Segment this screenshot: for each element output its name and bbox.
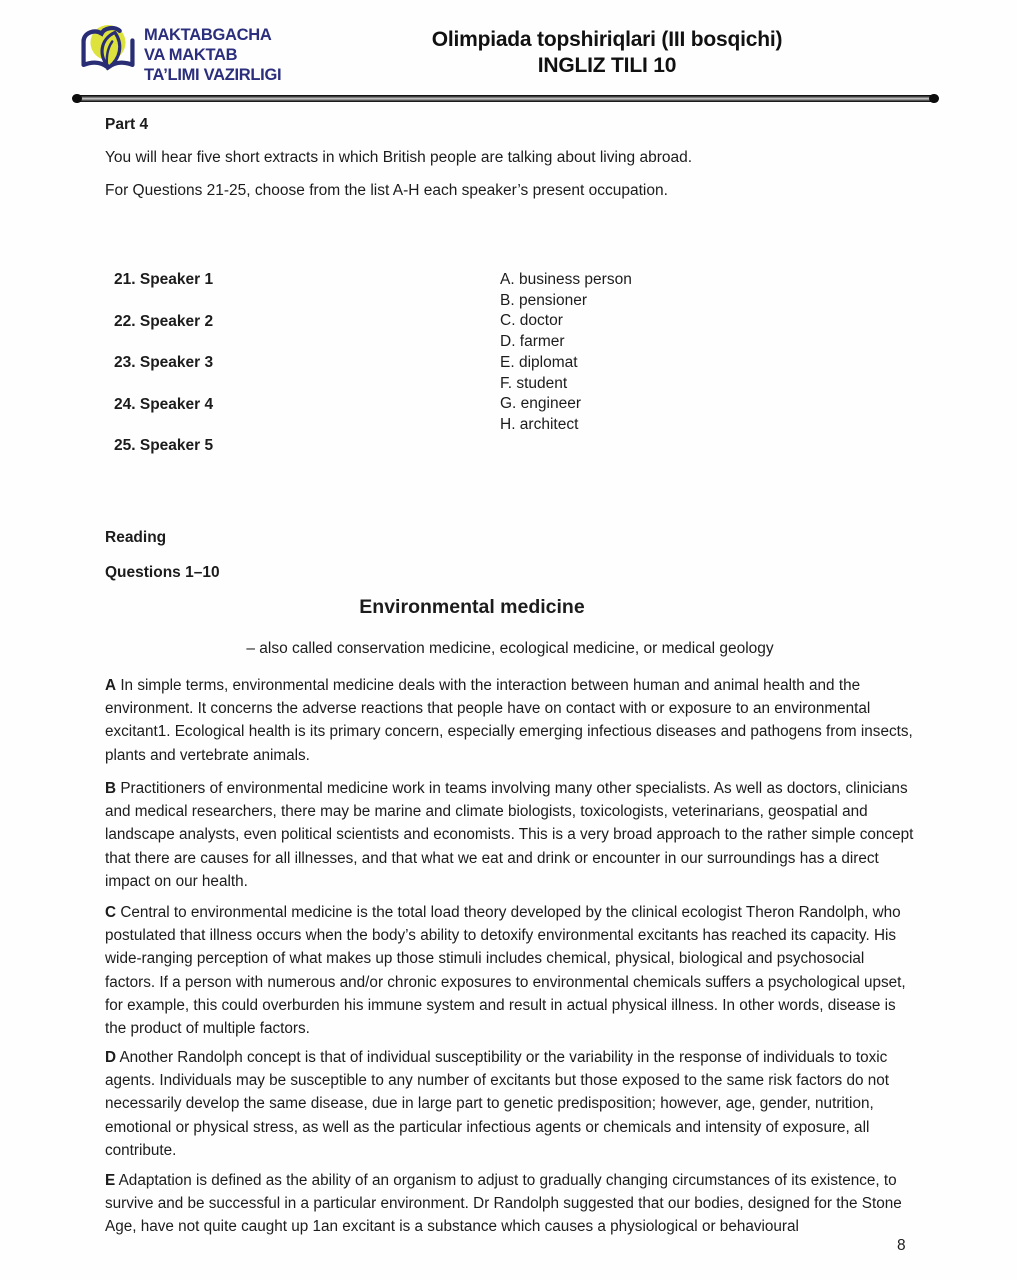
paragraph-c-letter: C xyxy=(105,904,117,921)
occupation-options-list xyxy=(500,270,632,436)
option-item-a: A. business person xyxy=(500,271,632,288)
option-item-g: G. engineer xyxy=(500,395,581,413)
paragraph-b-letter: B xyxy=(105,780,117,797)
paragraph-d-letter: D xyxy=(105,1049,117,1066)
paragraph-d xyxy=(105,1046,917,1162)
article-title: Environmental medicine xyxy=(359,596,585,618)
logo-text-line-3: TA’LIMI VAZIRLIGI xyxy=(144,66,282,84)
logo-text-line-2: VA MAKTAB xyxy=(144,46,238,64)
paragraph-a xyxy=(105,674,917,767)
ministry-logo-icon xyxy=(74,5,142,95)
separator-line xyxy=(74,95,937,102)
paragraph-c-text: Central to environmental medicine is the total load theory developed by the clinical ecologist Theron Randolph, who postulated that illness occurs when the body’s ability to detoxify environmental excitants has reached its capacity. His wide-ranging perception of what makes up those stimuli includes chemical, physical, biological and psychosocial factors. If a person with numerous and/or chronic exposures to environmental chemicals suffers a psychological upset, for example, this could overburden his immune system and result in actual physical illness. In other words, disease is the product of multiple factors. xyxy=(105,904,906,1038)
paragraph-e-letter: E xyxy=(105,1172,116,1189)
header-title-line-1: Olimpiada topshiriqlari (III bosqichi) xyxy=(431,28,783,51)
questions-range-heading: Questions 1–10 xyxy=(105,564,220,581)
article-subtitle: – also called conservation medicine, ecological medicine, or medical geology xyxy=(246,640,774,657)
reading-heading: Reading xyxy=(105,529,167,546)
speaker-item-22: 22. Speaker 2 xyxy=(114,312,214,330)
option-item-d: D. farmer xyxy=(500,333,565,351)
part4-heading: Part 4 xyxy=(105,116,149,133)
paragraph-b xyxy=(105,777,917,893)
speaker-item-24: 24. Speaker 4 xyxy=(114,395,214,413)
part4-instruction-1: You will hear five short extracts in which British people are talking about living abroad. xyxy=(105,149,693,166)
paragraph-a-text: In simple terms, environmental medicine deals with the interaction between human and animal health and the environment. It concerns the adverse reactions that people have on contact with or exposure to an environmental excitant1. Ecological health is its primary concern, especially emerging infectious diseases and pathogens from insects, plants and vertebrate animals. xyxy=(105,677,913,764)
paragraph-b-text: Practitioners of environmental medicine work in teams involving many other specialists. As well as doctors, clinicians and medical researchers, there may be marine and climate biologists, toxicologists, veterinarians, geospatial and landscape analysts, even political scientists and economists. This is a very broad approach to the rather simple concept that there are causes for all illnesses, and that what we eat and drink or encounter in our surroundings has a direct impact on our health. xyxy=(105,780,914,890)
option-item-h: H. architect xyxy=(500,415,579,433)
speakers-list xyxy=(114,268,213,476)
option-item-f: F. student xyxy=(500,374,568,392)
paragraph-e-text: Adaptation is defined as the ability of an organism to adjust to gradually changing circumstances of its existence, to survive and be successful in a particular environment. Dr Randolph suggested that our bodies, designed for the Stone Age, have not quite caught up 1an excitant is a substance which causes a physiological or behavioural xyxy=(105,1172,902,1236)
speaker-item-25: 25. Speaker 5 xyxy=(114,437,214,454)
paragraph-a-letter: A xyxy=(105,677,117,694)
ministry-logo-wordmark xyxy=(144,25,281,85)
part4-instruction-2: For Questions 21-25, choose from the list A-H each speaker’s present occupation. xyxy=(105,182,668,199)
paragraph-e xyxy=(105,1169,917,1239)
option-item-b: B. pensioner xyxy=(500,291,588,309)
option-item-c: C. doctor xyxy=(500,312,563,330)
page-number: 8 xyxy=(897,1237,906,1254)
speaker-item-21: 21. Speaker 1 xyxy=(114,271,214,288)
paragraph-d-text: Another Randolph concept is that of individual susceptibility or the variability in the response of individuals to toxic agents. Individuals may be susceptible to any number of excitants but those exposed to the same risk factors do not necessarily develop the same disease, due in large part to genetic predisposition; however, age, gender, nutrition, emotional or physical stress, as well as the particular infectious agents or chemicals and intensity of exposure, all contribute. xyxy=(105,1049,889,1159)
option-item-e: E. diplomat xyxy=(500,353,578,371)
header-title-line-2: INGLIZ TILI 10 xyxy=(537,54,677,77)
document-header-title xyxy=(377,27,837,79)
paragraph-c xyxy=(105,901,917,1040)
speaker-item-23: 23. Speaker 3 xyxy=(114,354,214,371)
logo-text-line-1: MAKTABGACHA xyxy=(144,26,272,44)
